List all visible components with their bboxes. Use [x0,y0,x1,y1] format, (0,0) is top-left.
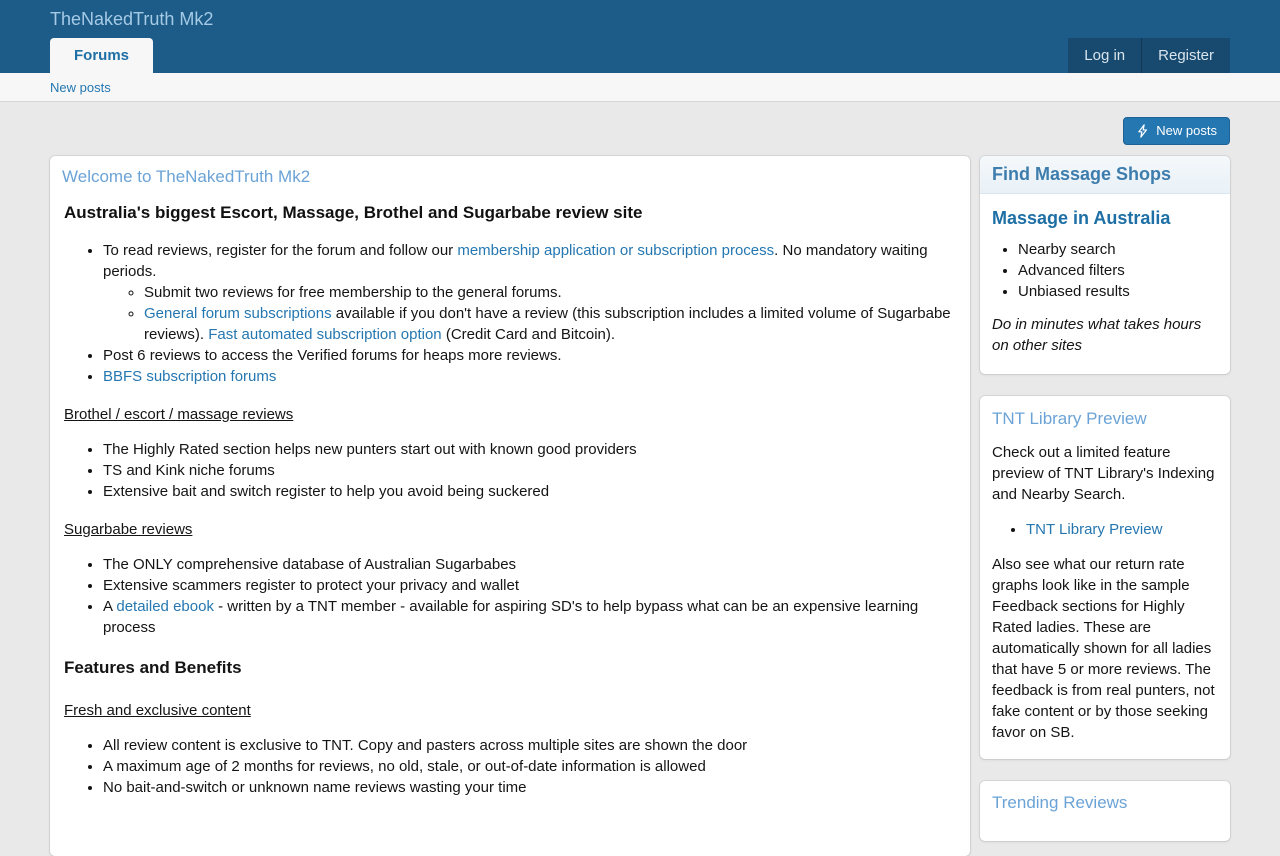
trending-reviews-box [980,781,1230,841]
detailed-ebook-link[interactable]: detailed ebook [116,598,214,615]
sub-navigation [0,73,1280,102]
list-item: • Advanced filters [1018,260,1218,281]
account-tabs [1068,38,1230,73]
list-item: • Extensive bait and switch register to help you avoid being suckered [103,481,956,502]
tnt-library-preview-box [980,396,1230,759]
text-segment: available if you don't have a review (this subscription includes a limited volume of Sugarbabe reviews). [144,305,951,343]
list-item [103,240,956,282]
tnt-library-preview-title: TNT Library Preview [992,409,1147,428]
library-link-list [992,519,1218,540]
brothel-section-heading: Brothel / escort / massage reviews [64,406,294,423]
text-segment: - written by a TNT member - available for aspiring SD's to help bypass what can be an expensive learning process [103,598,919,636]
welcome-panel-body [50,191,970,818]
main-tabs [50,38,153,73]
list-item: • No bait-and-switch or unknown name reviews wasting your time [103,777,956,798]
brothel-list [64,439,956,502]
trending-reviews-title: Trending Reviews [992,793,1128,812]
massage-in-australia-link[interactable]: Massage in Australia [992,208,1171,228]
list-item: • All review content is exclusive to TNT. Copy and pasters across multiple sites are shown the door [103,735,956,756]
register-tab[interactable]: Register [1141,38,1230,73]
text-segment: To read reviews, register for the forum and follow our [103,242,458,259]
find-massage-shops-box [980,156,1230,374]
site-header [0,0,1280,73]
list-item [103,596,956,638]
page-content [0,117,1280,856]
library-feedback-text: Also see what our return rate graphs look like in the sample Feedback sections for Highly Rated ladies. These are automatically shown for all ladies that have 5 or more reviews. The feedback is from real punters, not fake content or by those seeking favor on SB. [992,556,1215,741]
list-item: • A maximum age of 2 months for reviews, no old, stale, or out-of-date information is allowed [103,756,956,777]
massage-tagline: Do in minutes what takes hours on other sites [992,316,1202,354]
tab-forums[interactable]: Forums [50,38,153,73]
fresh-list [64,735,956,798]
lightning-bolt-icon [1136,124,1149,138]
text-segment: Submit two reviews for free membership to the general forums. [144,284,562,301]
site-title[interactable]: TheNakedTruth Mk2 [50,8,214,29]
features-heading: Features and Benefits [64,658,242,677]
main-nav [0,38,1280,73]
list-item [1026,519,1218,540]
list-item [144,282,956,303]
welcome-panel [50,156,970,856]
new-posts-nav-link[interactable]: New posts [50,79,111,95]
list-item [103,345,956,366]
toolbar [50,117,1230,145]
new-posts-button-label: New posts [1156,123,1217,138]
text-segment: Post 6 reviews to access the Verified forums for heaps more reviews. [103,347,562,364]
sugarbabe-list [64,554,956,638]
general-subscriptions-link[interactable]: General forum subscriptions [144,305,332,322]
list-item: • The ONLY comprehensive database of Australian Sugarbabes [103,554,956,575]
list-item: • Unbiased results [1018,281,1218,302]
sidebar [980,156,1230,841]
library-intro-text: Check out a limited feature preview of TNT Library's Indexing and Nearby Search. [992,444,1215,503]
list-item [103,366,956,387]
content-columns [50,156,1230,856]
login-tab[interactable]: Log in [1068,38,1141,73]
list-item: • The Highly Rated section helps new punters start out with known good providers [103,439,956,460]
text-segment: A [103,598,117,615]
text-segment: . No mandatory waiting periods. [103,242,928,280]
text-segment: (Credit Card and Bitcoin). [441,326,616,343]
tnt-library-preview-body [980,396,1230,759]
list-item: • Nearby search [1018,239,1218,260]
site-headline: Australia's biggest Escort, Massage, Brothel and Sugarbabe review site [64,203,643,222]
list-item: • Extensive scammers register to protect your privacy and wallet [103,575,956,596]
massage-feature-list [992,239,1218,302]
find-massage-shops-body [980,194,1230,374]
tnt-library-preview-link[interactable]: TNT Library Preview [1026,521,1163,538]
trending-reviews-body [980,781,1230,838]
fresh-section-heading: Fresh and exclusive content [64,702,251,719]
header-top [0,0,1280,38]
new-posts-button[interactable] [1123,117,1230,145]
bbfs-forums-link[interactable]: BBFS subscription forums [103,368,277,385]
list-item [144,303,956,345]
intro-sublist [103,282,956,345]
list-item: • TS and Kink niche forums [103,460,956,481]
fast-subscription-link[interactable]: Fast automated subscription option [208,326,442,343]
intro-list [64,240,956,387]
sugarbabe-section-heading: Sugarbabe reviews [64,521,193,538]
welcome-panel-title: Welcome to TheNakedTruth Mk2 [62,167,311,186]
find-massage-shops-header: Find Massage Shops [980,156,1230,194]
membership-process-link[interactable]: membership application or subscription process [457,242,775,259]
